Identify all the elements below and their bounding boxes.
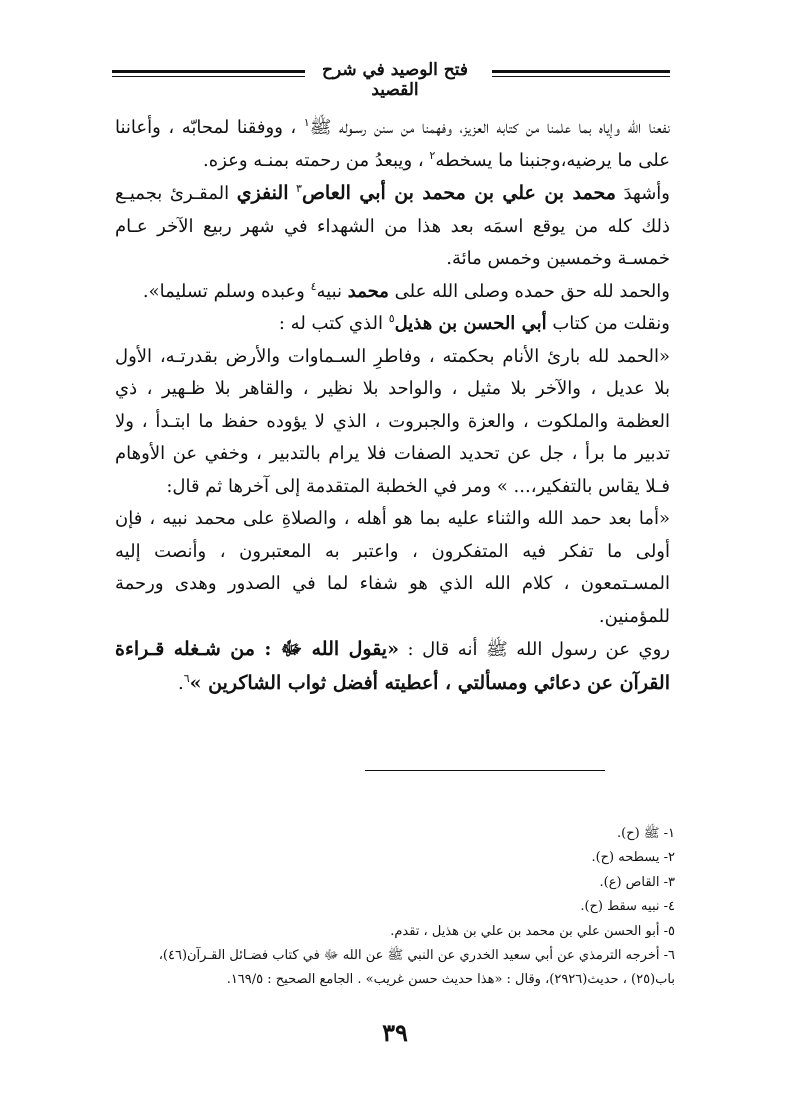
paragraph-3: والحمد لله حق حمده وصلى الله على محمد نبيه$^٤$ وعبده وسلم تسليما».: [142, 279, 670, 302]
footnote-ref-2: ٢: [429, 148, 436, 162]
hadith-quote: «يقول الله ﷻ : من شـغله قـراءة القرآن عن دعائي ومسألتي ، أعطيته أفضل ثواب الشاكرين »: [115, 638, 670, 694]
main-text: [115, 112, 670, 700]
footnote-ref-6: ٦: [183, 671, 190, 685]
footnote-5: ٥- أبو الحسن علي بن محمد بن علي بن هذيل ، تقدم.: [390, 923, 675, 939]
paragraph-6: «أما بعد حمد الله والثناء عليه بما هو أهله ، والصلاةِ على محمد نبيه ، فإن أولى ما تفكر فيه المتفكرون ، واعتبر به المعتبرون ، وأنصت إليه المسـتمعون ، كلام الله الذي هو شفاء لما في الصدور وهدى ورحمة للمؤمنين.: [115, 508, 670, 627]
witness-name: محمد بن علي بن محمد بن أبي العاص: [301, 182, 616, 204]
footnote-4: ٤- نبيه سقط (ح).: [580, 899, 675, 915]
footnote-ref-1: ١: [303, 116, 310, 129]
footnote-ref-3: ٣: [296, 182, 302, 195]
footnote-6: ٦- أخرجه الترمذي عن أبي سعيد الخدري عن النبي ﷺ عن الله ﷻ في كتاب فضـائل القـرآن(٤٦)،: [158, 948, 675, 964]
footnote-separator: [365, 770, 605, 771]
footnote-ref-5: ٥: [388, 312, 395, 325]
footnote-6-continued: باب(٢٥) ، حديث(٢٩٢٦)، وقال : «هذا حديث حسن غريب» . الجامع الصحيح : ١٦٩/٥.: [226, 972, 675, 988]
footnote-3: ٣- القاص (ع).: [599, 874, 675, 890]
header-rule-right: [492, 70, 670, 73]
page-number: ٣٩: [382, 1018, 408, 1047]
paragraph-4: ونقلت من كتاب أبي الحسن بن هذيل$^٥$ الذي كتب له :: [278, 312, 670, 334]
cited-author: أبي الحسن بن هذيل: [394, 313, 547, 334]
footnotes: [115, 822, 675, 993]
paragraph-5: «الحمد لله بارئ الأنام بحكمته ، وفاطرِ السـماوات والأرض بقدرتـه، الأول بلا عديل ، والآخر بلا مثيل ، والواحد بلا نظير ، والقاهر بلا ظـهير ، ذي العظمة والملكوت ، والعزة والجبروت ، الذي لا يؤوده حفظ ما ابتـدأ ، ولا تدبير ما برأ ، جل عن تحديد الصفات فلا يرام بالتدبير ، وخفي عن الأوهام فـلا يقاس بالتفكير،... » ومر في الخطبة المتقدمة إلى آخرها ثم قال:: [115, 345, 670, 497]
paragraph-7: روي عن رسول الله ﷺ أنه قال : «يقول الله ﷻ : من شـغله قـراءة القرآن عن دعائي ومسألتي ، أعطيته أفضل ثواب الشاكرين »$^٦$.: [115, 638, 670, 694]
footnote-2: ٢- يسطحه (ح).: [591, 850, 675, 866]
footnote-1: ١- ﷺ (ح).: [616, 826, 675, 841]
footnote-ref-4: ٤: [310, 279, 317, 293]
header-rule-left: [112, 70, 305, 73]
paragraph-2: وأشهدَ محمد بن علي بن محمد بن أبي العاص$^٣$ النفزي المقـرئ بجميـع ذلك كله من يوقع اسمَه بعد هذا من الشهداء في شهر ربيع الآخر عـام خمسـة وخمسين وخمس مائة.: [115, 182, 670, 269]
running-header-title: فتح الوصيد في شرح القصيد: [321, 60, 469, 100]
paragraph-1: نفعنا الله وإياه بما علمنا من كتابه العزيز، وفهمنا من سنن رسـوله ﷺ$^١$ ، ووفقنا لمحابّه ، وأعاننا على ما يرضيه،وجنبنا ما يسخطه$^٢$ ، ويبعدُ من رحمته بمنـه وعزه.: [115, 116, 670, 171]
witness-nisba: النفزي: [236, 182, 289, 204]
